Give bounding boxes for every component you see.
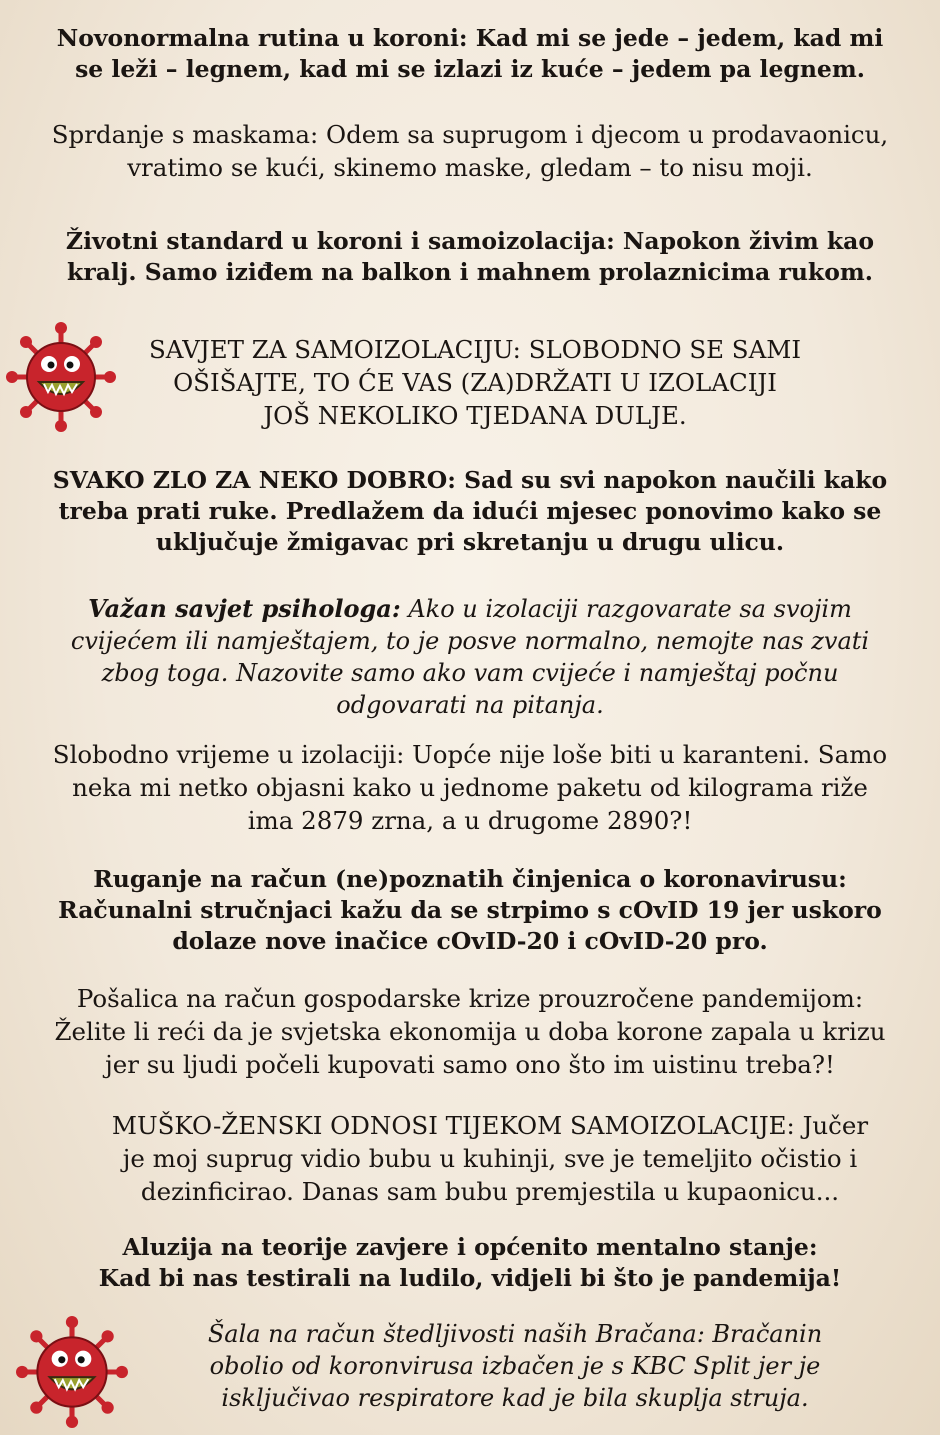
joke-living-standard: Životni standard u koroni i samoizolacija: Napokon živim kao kralj. Samo iziđem na balkon i mahnem prolaznicima rukom.: [65, 227, 875, 286]
joke-hand-washing: SVAKO ZLO ZA NEKO DOBRO: Sad su svi napokon naučili kako treba prati ruke. Predlažem da idući mjesec ponovimo kako se uključuje žmigavac pri skretanju u drugu ulicu.: [52, 466, 888, 556]
joke-new-normal-routine: Novonormalna rutina u koroni: Kad mi se jede – jedem, kad mi se leži – legnem, kad mi se izlazi iz kuće – jedem pa legnem.: [56, 24, 884, 83]
joke-haircut-advice: SAVJET ZA SAMOIZOLACIJU: SLOBODNO SE SAMI OŠIŠAJTE, TO ĆE VAS (ZA)DRŽATI U IZOLACIJI JOŠ NEKOLIKO TJEDANA DULJE.: [148, 335, 802, 430]
joke-conspiracy: Aluzija na teorije zavjere i općenito mentalno stanje: Kad bi nas testirali na ludilo, vidjeli bi što je pandemija!: [98, 1233, 842, 1292]
joke-psychologist-advice: Važan savjet psihologa: Ako u izolaciji razgovarate sa svojim cvijećem ili namještajem, to je posve normalno, nemojte nas zvati zbog toga. Nazovite samo ako vam cvijeće i namještaj počnu odgovarati na pitanja.: [70, 594, 870, 719]
joke-economic-crisis: Pošalica na račun gospodarske krize prouzročene pandemijom: Želite li reći da je svjetska ekonomija u doba korone zapala u krizu jer su ljudi počeli kupovati samo ono što im uistinu treba?!: [54, 984, 886, 1079]
joke-covid-versions: Ruganje na račun (ne)poznatih činjenica o koronavirusu: Računalni stručnjaci kažu da se strpimo s cOvID 19 jer uskoro dolaze nove inačice cOvID-20 i cOvID-20 pro.: [58, 865, 882, 955]
joke-rice-grains: Slobodno vrijeme u izolaciji: Uopće nije loše biti u karanteni. Samo neka mi netko objasni kako u jednome paketu od kilograma riže ima 2879 zrna, a u drugome 2890?!: [52, 740, 888, 835]
joke-lead: Važan savjet psihologa:: [88, 594, 401, 623]
joke-masks: Sprdanje s maskama: Odem sa suprugom i djecom u prodavaonicu, vratimo se kući, skinemo maske, gledam – to nisu moji.: [51, 120, 889, 182]
joke-brac-frugality: Šala na račun štedljivosti naših Bračana: Bračanin obolio od koronvirusa izbačen je s KBC Split jer je isključivao respiratore kad je bila skuplja struja.: [207, 1320, 823, 1412]
joke-bug-in-kitchen: MUŠKO-ŽENSKI ODNOSI TIJEKOM SAMOIZOLACIJE: Jučer je moj suprug vidio bubu u kuhinji, sve je temeljito očistio i dezinficirao. Danas sam bubu premjestila u kupaonicu...: [111, 1111, 869, 1206]
